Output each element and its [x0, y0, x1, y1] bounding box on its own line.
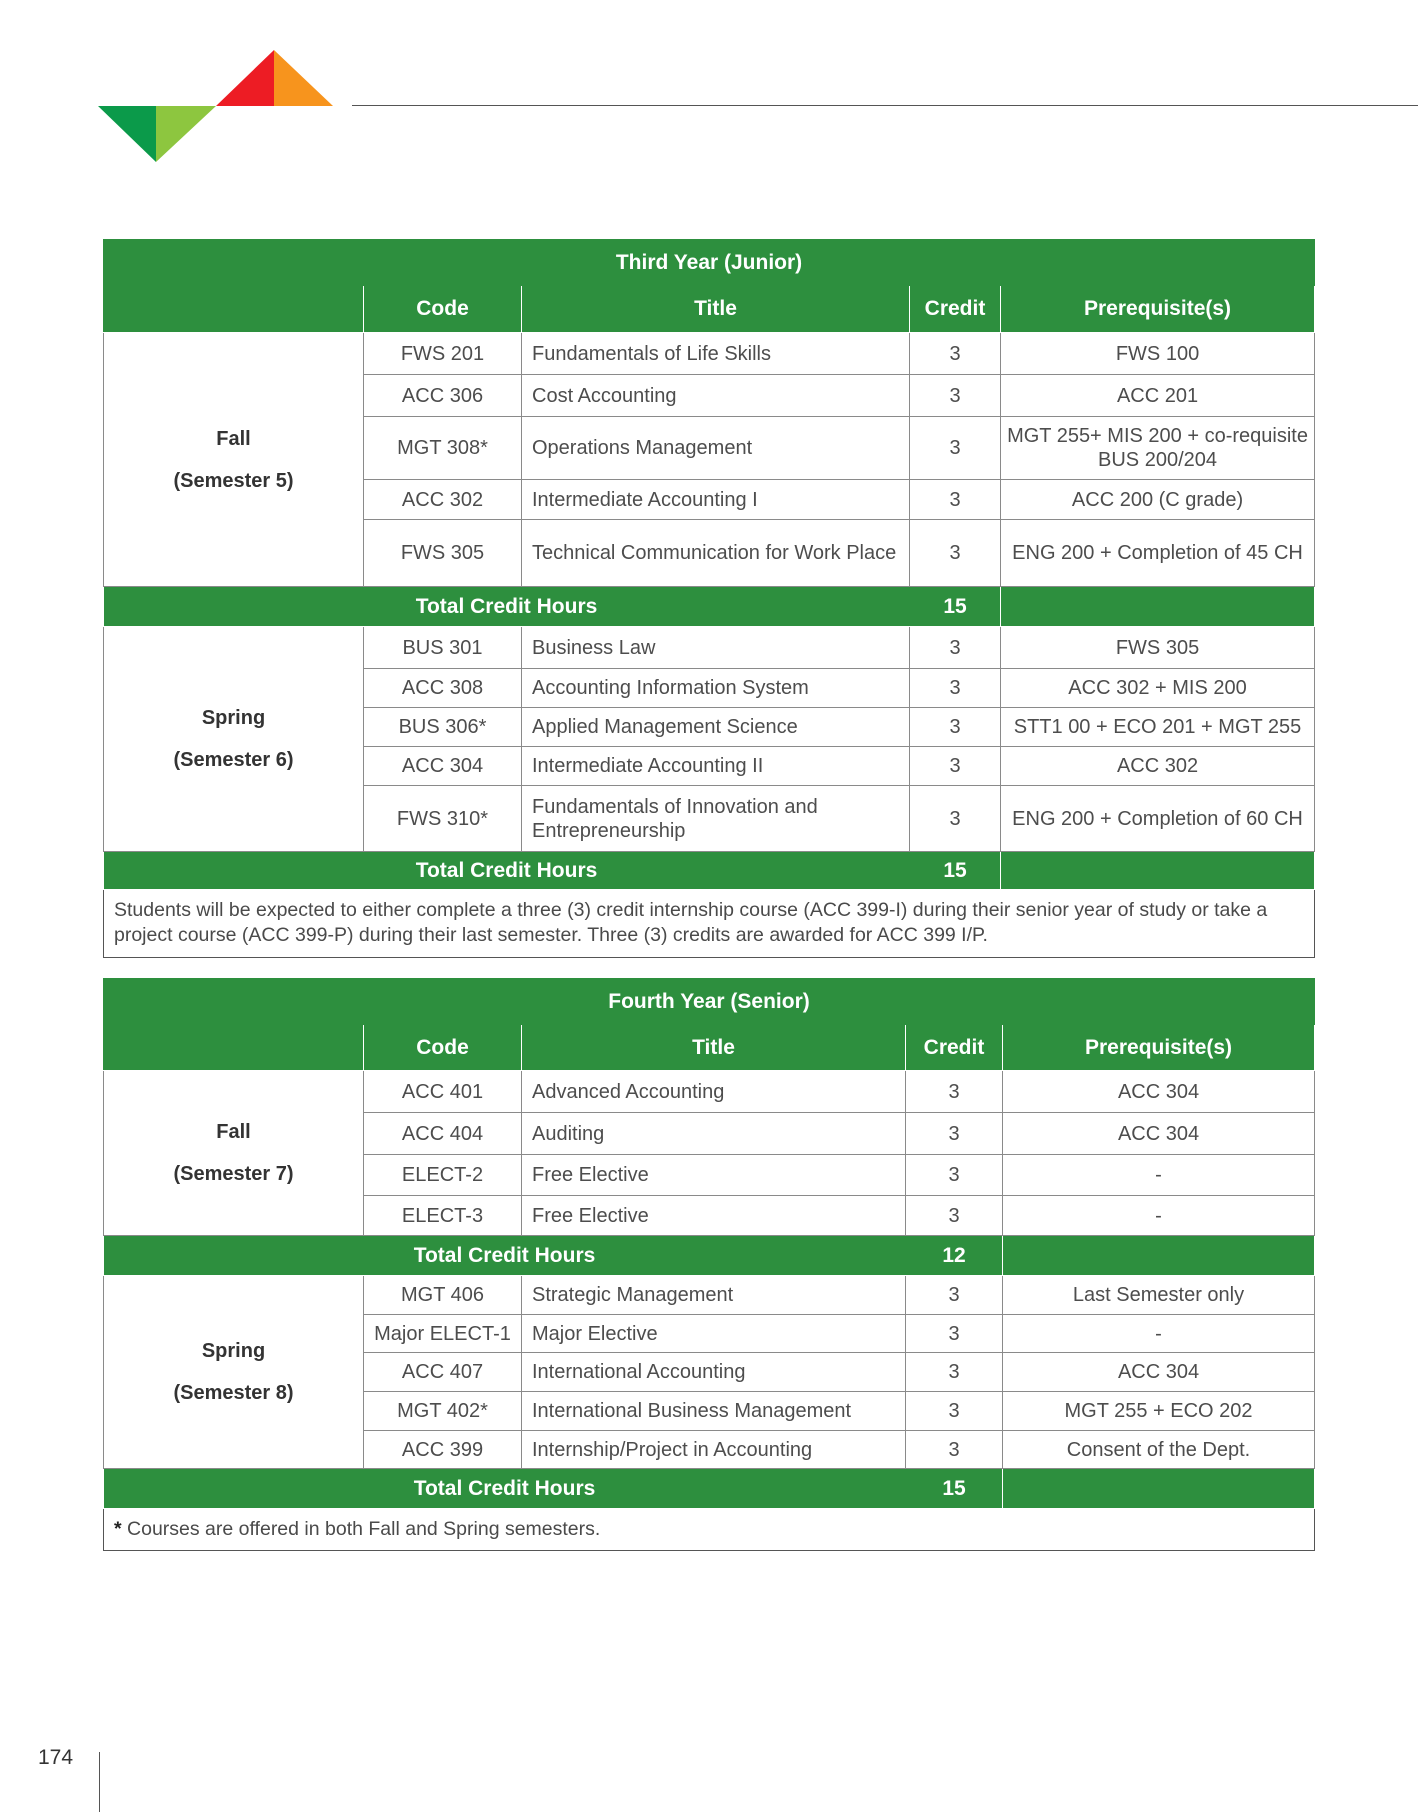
logo-green-triangle: [98, 106, 156, 162]
total-label: Total Credit Hours: [104, 852, 910, 890]
course-prerequisites: -: [1003, 1196, 1315, 1236]
total-row: [104, 1236, 1315, 1276]
brand-logo: [98, 50, 338, 162]
header-credit: Credit: [906, 1025, 1003, 1071]
course-title: International Accounting: [522, 1353, 906, 1392]
term: Fall: [216, 427, 251, 450]
total-row: [104, 587, 1315, 627]
total-label: Total Credit Hours: [104, 587, 910, 627]
course-prerequisites: FWS 305: [1001, 627, 1315, 669]
note-row: [104, 890, 1315, 958]
total-credits: 15: [906, 1469, 1003, 1509]
course-prerequisites: ACC 201: [1001, 375, 1315, 417]
course-title: Intermediate Accounting I: [522, 480, 910, 520]
note-row: [104, 1509, 1315, 1551]
course-code: MGT 308*: [364, 417, 522, 480]
page-number: 174: [38, 1746, 74, 1769]
course-prerequisites: ENG 200 + Completion of 60 CH: [1001, 786, 1315, 852]
header-code: Code: [364, 1025, 522, 1071]
course-credit: 3: [910, 627, 1001, 669]
table-row: [104, 333, 1315, 375]
course-code: ACC 308: [364, 669, 522, 708]
course-title: Internship/Project in Accounting: [522, 1431, 906, 1469]
course-title: Major Elective: [522, 1315, 906, 1353]
course-code: Major ELECT-1: [364, 1315, 522, 1353]
header-title: Title: [522, 1025, 906, 1071]
course-code: MGT 406: [364, 1276, 522, 1315]
internship-note: Students will be expected to either complete a three (3) credit internship course (ACC 399-I) during their senior year of study or take a project course (ACC 399-P) during their last semester. Three (3) credits are awarded for ACC 399 I/P.: [104, 890, 1315, 958]
term: Spring: [201, 1340, 266, 1362]
course-prerequisites: -: [1003, 1315, 1315, 1353]
course-code: ELECT-2: [364, 1155, 522, 1196]
course-prerequisites: Last Semester only: [1003, 1276, 1315, 1315]
header-code: Code: [364, 286, 522, 333]
course-credit: 3: [910, 786, 1001, 852]
course-credit: 3: [906, 1113, 1003, 1155]
course-title: Free Elective: [522, 1155, 906, 1196]
semester-label: [104, 333, 364, 587]
footnote-text: Courses are offered in both Fall and Spring semesters.: [121, 1518, 601, 1540]
course-title: Applied Management Science: [522, 708, 910, 747]
header-prerequisites: Prerequisite(s): [1001, 286, 1315, 333]
semester: (Semester 5): [173, 469, 294, 492]
header-title: Title: [522, 286, 910, 333]
header-blank: [104, 1025, 364, 1071]
total-row: [104, 1469, 1315, 1509]
course-code: BUS 301: [364, 627, 522, 669]
course-title: Business Law: [522, 627, 910, 669]
total-credits: 12: [906, 1236, 1003, 1276]
course-credit: 3: [910, 669, 1001, 708]
total-credits: 15: [910, 587, 1001, 627]
course-prerequisites: ACC 304: [1003, 1071, 1315, 1113]
course-prerequisites: ENG 200 + Completion of 45 CH: [1001, 520, 1315, 587]
course-title: Free Elective: [522, 1196, 906, 1236]
table-row: [104, 627, 1315, 669]
term: Spring: [201, 707, 266, 729]
course-credit: 3: [906, 1353, 1003, 1392]
course-code: ACC 401: [364, 1071, 522, 1113]
course-credit: 3: [906, 1276, 1003, 1315]
course-title: Fundamentals of Innovation and Entrepreneurship: [522, 786, 910, 852]
semester-label: [104, 627, 364, 852]
course-credit: 3: [906, 1392, 1003, 1431]
course-prerequisites: MGT 255+ MIS 200 + co-requisite BUS 200/204: [1001, 417, 1315, 480]
course-code: BUS 306*: [364, 708, 522, 747]
total-row: [104, 852, 1315, 890]
table-title-row: [104, 979, 1315, 1025]
table-title: Third Year (Junior): [104, 240, 1315, 286]
course-prerequisites: ACC 302: [1001, 747, 1315, 786]
total-label: Total Credit Hours: [104, 1469, 906, 1509]
footnote-mark: *: [114, 1518, 122, 1540]
table-title: Fourth Year (Senior): [104, 979, 1315, 1025]
course-prerequisites: FWS 100: [1001, 333, 1315, 375]
course-title: International Business Management: [522, 1392, 906, 1431]
course-prerequisites: ACC 304: [1003, 1113, 1315, 1155]
header-blank: [104, 286, 364, 333]
course-prerequisites: ACC 304: [1003, 1353, 1315, 1392]
third-year-table: [103, 239, 1315, 958]
course-credit: 3: [910, 480, 1001, 520]
course-code: ELECT-3: [364, 1196, 522, 1236]
logo-red-triangle: [216, 50, 274, 106]
course-code: ACC 306: [364, 375, 522, 417]
course-code: ACC 304: [364, 747, 522, 786]
table-row: [104, 1276, 1315, 1315]
course-title: Cost Accounting: [522, 375, 910, 417]
logo-orange-triangle: [274, 50, 333, 106]
page-number-rule: [99, 1752, 100, 1812]
course-code: ACC 399: [364, 1431, 522, 1469]
course-title: Auditing: [522, 1113, 906, 1155]
course-code: MGT 402*: [364, 1392, 522, 1431]
table-row: [104, 1071, 1315, 1113]
course-title: Technical Communication for Work Place: [522, 520, 910, 587]
total-label: Total Credit Hours: [104, 1236, 906, 1276]
course-code: ACC 404: [364, 1113, 522, 1155]
course-credit: 3: [910, 333, 1001, 375]
course-title: Strategic Management: [522, 1276, 906, 1315]
course-title: Advanced Accounting: [522, 1071, 906, 1113]
course-title: Intermediate Accounting II: [522, 747, 910, 786]
course-prerequisites: ACC 302 + MIS 200: [1001, 669, 1315, 708]
course-title: Accounting Information System: [522, 669, 910, 708]
semester: (Semester 7): [173, 1163, 294, 1185]
table-header-row: [104, 1025, 1315, 1071]
course-prerequisites: -: [1003, 1155, 1315, 1196]
course-title: Operations Management: [522, 417, 910, 480]
course-credit: 3: [910, 375, 1001, 417]
course-code: FWS 305: [364, 520, 522, 587]
course-credit: 3: [906, 1071, 1003, 1113]
table-title-row: [104, 240, 1315, 286]
course-title: Fundamentals of Life Skills: [522, 333, 910, 375]
course-code: FWS 201: [364, 333, 522, 375]
course-credit: 3: [910, 708, 1001, 747]
course-prerequisites: Consent of the Dept.: [1003, 1431, 1315, 1469]
logo-lime-triangle: [156, 106, 216, 162]
course-credit: 3: [910, 747, 1001, 786]
table-header-row: [104, 286, 1315, 333]
semester-label: [104, 1071, 364, 1236]
course-prerequisites: STT1 00 + ECO 201 + MGT 255: [1001, 708, 1315, 747]
fourth-year-table: [103, 978, 1315, 1551]
course-credit: 3: [906, 1196, 1003, 1236]
header-prerequisites: Prerequisite(s): [1003, 1025, 1315, 1071]
course-code: ACC 302: [364, 480, 522, 520]
course-prerequisites: ACC 200 (C grade): [1001, 480, 1315, 520]
semester: (Semester 6): [173, 749, 294, 771]
header-rule: [352, 105, 1418, 106]
course-credit: 3: [910, 520, 1001, 587]
term: Fall: [216, 1121, 251, 1143]
semester-label: [104, 1276, 364, 1469]
course-credit: 3: [906, 1155, 1003, 1196]
course-code: ACC 407: [364, 1353, 522, 1392]
footnote: [104, 1509, 1315, 1551]
header-credit: Credit: [910, 286, 1001, 333]
total-credits: 15: [910, 852, 1001, 890]
course-credit: 3: [906, 1431, 1003, 1469]
course-credit: 3: [906, 1315, 1003, 1353]
course-prerequisites: MGT 255 + ECO 202: [1003, 1392, 1315, 1431]
semester: (Semester 8): [173, 1382, 294, 1404]
course-credit: 3: [910, 417, 1001, 480]
course-code: FWS 310*: [364, 786, 522, 852]
